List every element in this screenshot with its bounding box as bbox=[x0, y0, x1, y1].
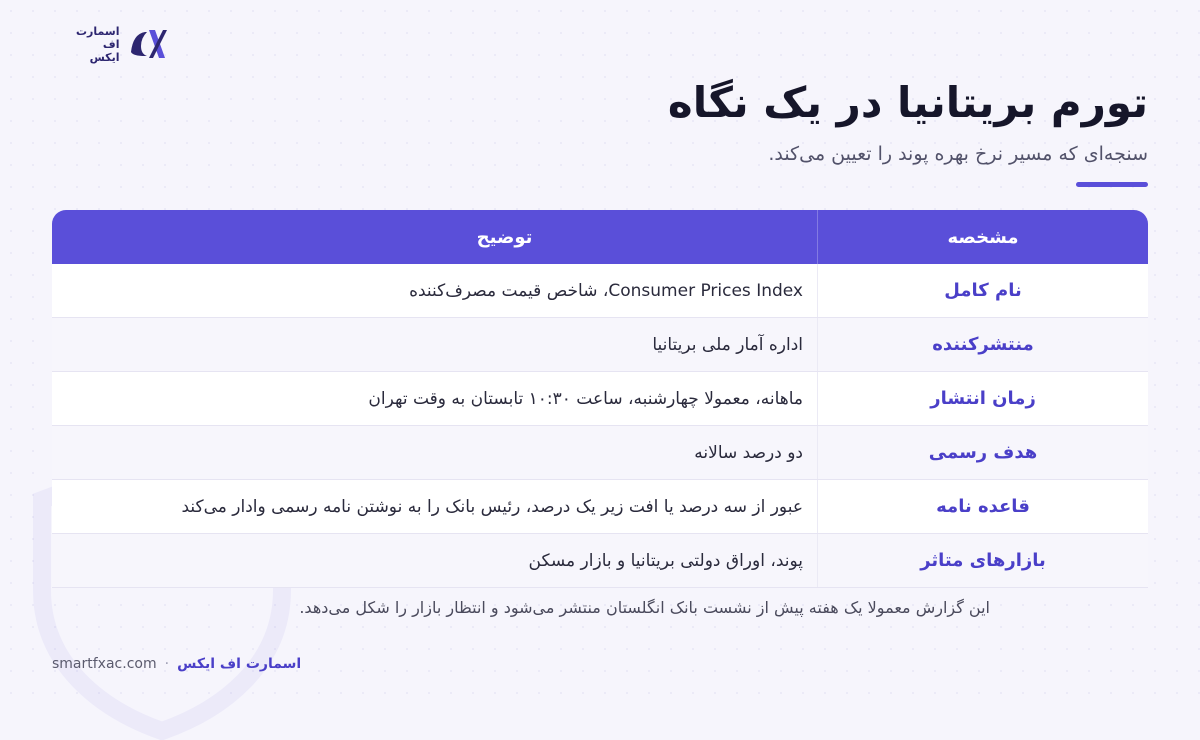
row-attribute: نام کامل bbox=[817, 264, 1148, 317]
table-row bbox=[52, 372, 1148, 426]
row-description: دو درصد سالانه bbox=[694, 442, 803, 463]
footer bbox=[52, 656, 301, 672]
footer-brand-name: اسمارت اف ایکس bbox=[177, 656, 302, 672]
page-subtitle: سنجه‌ای که مسیر نرخ بهره پوند را تعیین می‌کند. bbox=[768, 143, 1148, 165]
row-description: ماهانه، معمولا چهارشنبه، ساعت ۱۰:۳۰ تابستان به وقت تهران bbox=[368, 388, 803, 409]
row-description: Consumer Prices Index، شاخص قیمت مصرف‌کننده bbox=[409, 280, 803, 301]
row-attribute: بازارهای متاثر bbox=[817, 534, 1148, 587]
row-description: عبور از سه درصد یا افت زیر یک درصد، رئیس بانک را به نوشتن نامه رسمی وادار می‌کند bbox=[181, 496, 803, 517]
header-attribute: مشخصه bbox=[817, 210, 1148, 264]
logo-line: ایکس bbox=[89, 50, 120, 64]
table-header bbox=[52, 210, 1148, 264]
table-body bbox=[52, 264, 1148, 588]
logo-wordmark bbox=[76, 25, 119, 64]
row-attribute: هدف رسمی bbox=[817, 426, 1148, 479]
table-row bbox=[52, 534, 1148, 588]
footer-url-link[interactable]: smartfxac.com bbox=[52, 656, 157, 672]
footer-separator: · bbox=[164, 656, 170, 672]
logo-mark-icon bbox=[125, 22, 169, 66]
title-accent-line bbox=[1076, 182, 1148, 187]
brand-logo[interactable] bbox=[76, 22, 169, 66]
row-attribute: زمان انتشار bbox=[817, 372, 1148, 425]
logo-line: اسمارت bbox=[76, 24, 120, 38]
table-row bbox=[52, 318, 1148, 372]
page-title: تورم بریتانیا در یک نگاه bbox=[667, 78, 1148, 127]
row-description: پوند، اوراق دولتی بریتانیا و بازار مسکن bbox=[528, 550, 803, 571]
table-row bbox=[52, 480, 1148, 534]
row-description: اداره آمار ملی بریتانیا bbox=[652, 334, 803, 355]
row-attribute: قاعده نامه bbox=[817, 480, 1148, 533]
table-row bbox=[52, 264, 1148, 318]
header-description: توضیح bbox=[476, 226, 533, 248]
footnote: این گزارش معمولا یک هفته پیش از نشست بانک انگلستان منتشر می‌شود و انتظار بازار را شکل می‌دهد. bbox=[299, 598, 990, 617]
row-attribute: منتشرکننده bbox=[817, 318, 1148, 371]
table-row bbox=[52, 426, 1148, 480]
info-table bbox=[52, 210, 1148, 588]
logo-line: اف bbox=[102, 37, 120, 51]
